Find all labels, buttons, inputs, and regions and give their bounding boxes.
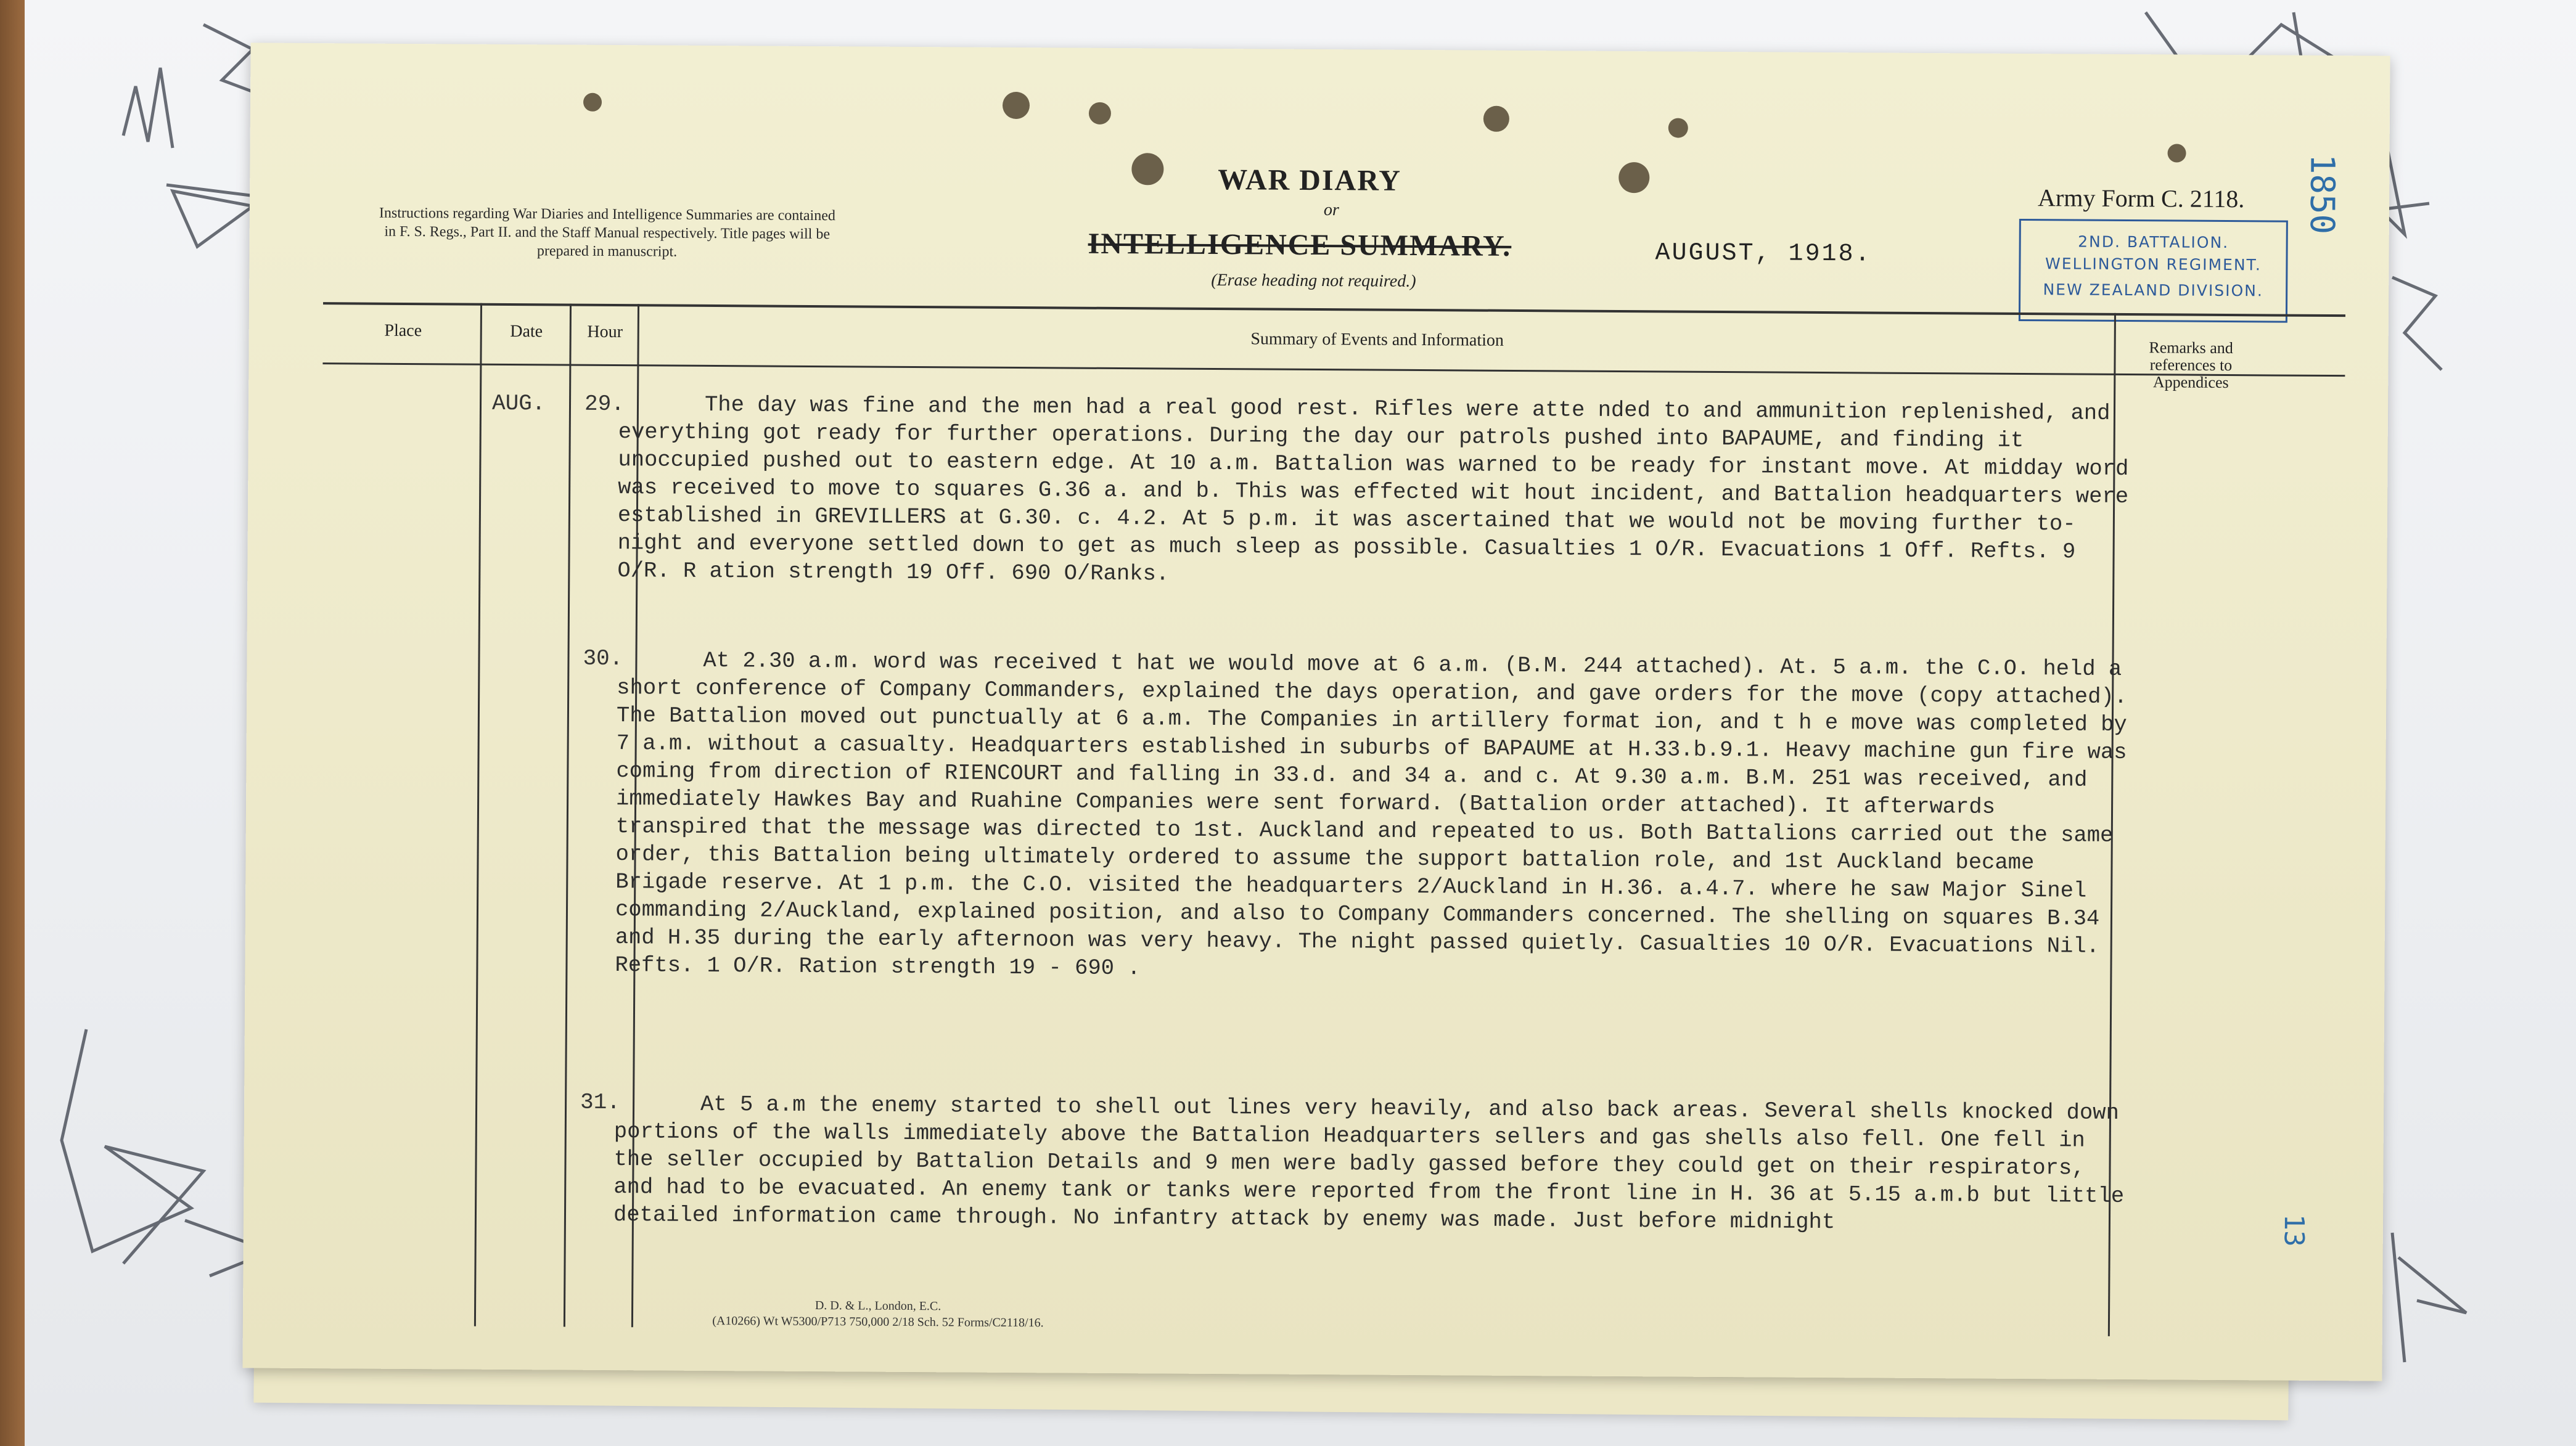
punch-hole xyxy=(2167,144,2186,162)
punch-hole xyxy=(1089,102,1111,125)
title-intelligence-summary: INTELLIGENCE SUMMARY. xyxy=(1088,227,1512,263)
punch-hole xyxy=(583,93,602,112)
entry-hour: 30. xyxy=(583,645,623,672)
punch-hole xyxy=(1483,106,1509,132)
month-year: AUGUST, 1918. xyxy=(1655,239,1872,269)
column-date: Date xyxy=(510,322,543,341)
punch-hole xyxy=(1618,162,1649,193)
entry-hour: 31. xyxy=(580,1089,621,1116)
army-form-number: Army Form C. 2118. xyxy=(2037,184,2245,213)
column-remarks: Remarks and references to Appendices xyxy=(2149,338,2233,392)
entry-hour: 29. xyxy=(584,391,625,417)
stamp-line-2: WELLINGTON REGIMENT. xyxy=(2045,255,2262,274)
stamp-line-1: 2ND. BATTALION. xyxy=(2078,232,2229,252)
instructions-text: Instructions regarding War Diaries and Intelligence Summaries are contained in F. S. Regs., Part II. and the Staff Manual respectively. Title pages will be prepared in manuscript. xyxy=(379,205,835,260)
entry-text: The day was fine and the men had a real good rest. Rifles were atte nded to and ammunition replenished, and everything got ready for further operations. During the day our patrols pushed into BAPAUME, and finding it unoccupied pushed out to eastern edge. At 10 a.m. Battalion was warned to be ready for instant move. At midday word was received to move to squares G.36 a. and b. This was effected wit hout incident, and Battalion headquarters were established in GREVILLERS at G.30. c. 4.2. At 5 p.m. it was ascertained that we would not be moving further to-night and everyone settled down to get as much sleep as possible. Casualties 1 O/R. Evacuations 1 Off. Refts. 9 O/R. R ation strength 19 Off. 690 O/Ranks. xyxy=(617,391,2129,587)
archive-number: 1850 xyxy=(2302,153,2342,235)
printer-imprint xyxy=(662,1297,1094,1331)
erase-heading-note: (Erase heading not required.) xyxy=(1211,270,1416,291)
printer-line-1: D. D. & L., London, E.C. xyxy=(814,1299,941,1313)
entry-date: AUG. xyxy=(491,390,546,417)
col-divider-place-date xyxy=(474,303,482,1326)
entry-summary-30 xyxy=(615,646,2139,988)
punch-hole xyxy=(1131,153,1163,185)
stamp-line-3: NEW ZEALAND DIVISION. xyxy=(2043,280,2263,300)
page-number: 13 xyxy=(2278,1214,2310,1247)
entry-text: At 5 a.m the enemy started to shell out lines very heavily, and also back areas. Several shells knocked down portions of the walls immediately above the Battalion Headquarters sellers and gas shells also fell. One fell in the seller occupied by Battalion Details and 9 men were badly gassed before they could get on their respirators, and had to be evacuated. An enemy tank or tanks were reported from the front line in H. 36 at 5.15 a.m.b but little detailed information came through. No infantry attack by enemy was made. Just before midnight xyxy=(613,1091,2125,1235)
war-diary-form xyxy=(242,43,2390,1381)
punch-hole xyxy=(1003,92,1030,119)
title-war-diary: WAR DIARY xyxy=(1218,163,1402,197)
pencil-scribble-right-lower xyxy=(2380,1220,2479,1381)
col-divider-date-hour xyxy=(564,304,572,1327)
entry-text: At 2.30 a.m. word was received t hat we would move at 6 a.m. (B.M. 244 attached). At. 5 a.m. the C.O. held a short conference of Company Commanders, explained the days operation, and gave orders for the move (copy attached). The Battalion moved out punctually at 6 a.m. The Companies in artillery format ion, and t h e move was completed by 7 a.m. without a casualty. Headquarters established in suburbs of BAPAUME at H.33.b.9.1. Heavy machine gun fire was coming from direction of RIENCOURT and falling in 33.d. and 34 a. and c. At 9.30 a.m. B.M. 251 was received, and immediately Hawkes Bay and Ruahine Companies were sent forward. (Battalion order attached). It afterwards transpired that the message was directed to 1st. Auckland and repeated to us. Both Battalions carried out the same order, this Battalion being ultimately ordered to assume the support battalion role, and 1st Auckland became Brigade reserve. At 1 p.m. the C.O. visited the headquarters 2/Auckland in H.36. a.4.7. where he saw Major Sinel commanding 2/Auckland, explained position, and also to Company Commanders concerned. The shelling on squares B.34 and H.35 during the early afternoon was very heavy. The night passed quietly. Casualties 10 O/R. Evacuations Nil. Refts. 1 O/R. Ration strength 19 - 690 . xyxy=(615,647,2128,981)
entry-summary-29 xyxy=(617,390,2141,594)
column-summary: Summary of Events and Information xyxy=(1250,329,1504,350)
column-place: Place xyxy=(384,321,422,341)
printer-line-2: (A10266) Wt W5300/P713 750,000 2/18 Sch. 52 Forms/C2118/16. xyxy=(712,1314,1044,1330)
column-hour: Hour xyxy=(587,322,623,342)
header-bottom-rule xyxy=(322,362,2345,377)
title-or: or xyxy=(1323,200,1339,220)
battalion-stamp xyxy=(2019,219,2288,323)
punch-hole xyxy=(1668,118,1688,137)
entry-summary-31 xyxy=(613,1090,2137,1238)
